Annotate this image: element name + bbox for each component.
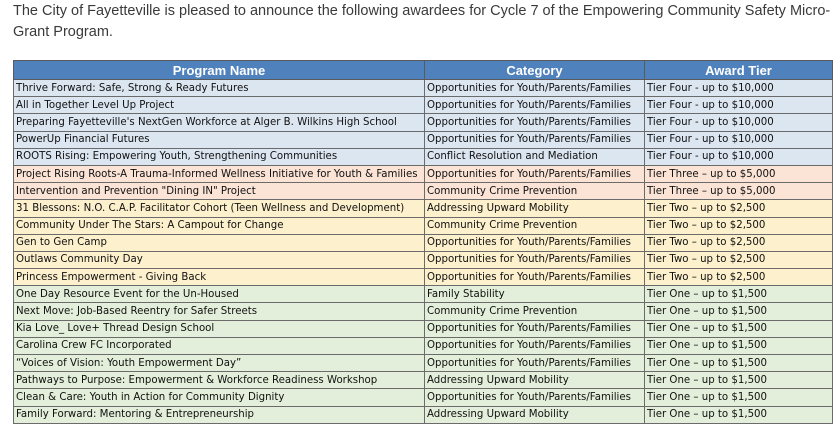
category-cell: Opportunities for Youth/Parents/Families bbox=[425, 269, 645, 286]
category-cell: Opportunities for Youth/Parents/Families bbox=[425, 389, 645, 406]
table-row bbox=[14, 217, 833, 234]
category-cell: Family Stability bbox=[425, 286, 645, 303]
table-row bbox=[14, 80, 833, 97]
table-row bbox=[14, 114, 833, 131]
program-name-cell: Clean & Care: Youth in Action for Community Dignity bbox=[14, 389, 425, 406]
table-row bbox=[14, 200, 833, 217]
category-cell: Opportunities for Youth/Parents/Families bbox=[425, 80, 645, 97]
table-row bbox=[14, 97, 833, 114]
category-cell: Opportunities for Youth/Parents/Families bbox=[425, 97, 645, 114]
category-cell: Opportunities for Youth/Parents/Families bbox=[425, 251, 645, 268]
table-row bbox=[14, 303, 833, 320]
program-name-cell: Thrive Forward: Safe, Strong & Ready Futures bbox=[14, 80, 425, 97]
award-tier-cell: Tier Four - up to $10,000 bbox=[645, 114, 833, 131]
award-tier-cell: Tier One – up to $1,500 bbox=[645, 355, 833, 372]
award-tier-cell: Tier Two – up to $2,500 bbox=[645, 251, 833, 268]
program-name-cell: ROOTS Rising: Empowering Youth, Strengthening Communities bbox=[14, 148, 425, 165]
program-name-cell: Pathways to Purpose: Empowerment & Workforce Readiness Workshop bbox=[14, 372, 425, 389]
award-tier-cell: Tier Four - up to $10,000 bbox=[645, 131, 833, 148]
award-tier-cell: Tier Two – up to $2,500 bbox=[645, 217, 833, 234]
category-cell: Opportunities for Youth/Parents/Families bbox=[425, 355, 645, 372]
category-cell: Addressing Upward Mobility bbox=[425, 406, 645, 423]
program-name-cell: All in Together Level Up Project bbox=[14, 97, 425, 114]
program-name-cell: Project Rising Roots-A Trauma-Informed Wellness Initiative for Youth & Families bbox=[14, 165, 425, 182]
header-award-tier: Award Tier bbox=[645, 61, 833, 80]
table-row bbox=[14, 320, 833, 337]
award-tier-cell: Tier One – up to $1,500 bbox=[645, 320, 833, 337]
award-tier-cell: Tier One – up to $1,500 bbox=[645, 389, 833, 406]
category-cell: Opportunities for Youth/Parents/Families bbox=[425, 320, 645, 337]
category-cell: Opportunities for Youth/Parents/Families bbox=[425, 165, 645, 182]
category-cell: Community Crime Prevention bbox=[425, 217, 645, 234]
award-tier-cell: Tier Two – up to $2,500 bbox=[645, 200, 833, 217]
award-tier-cell: Tier Three – up to $5,000 bbox=[645, 165, 833, 182]
category-cell: Community Crime Prevention bbox=[425, 303, 645, 320]
table-row bbox=[14, 269, 833, 286]
award-tier-cell: Tier One – up to $1,500 bbox=[645, 337, 833, 354]
program-name-cell: Community Under The Stars: A Campout for Change bbox=[14, 217, 425, 234]
program-name-cell: One Day Resource Event for the Un-Housed bbox=[14, 286, 425, 303]
category-cell: Opportunities for Youth/Parents/Families bbox=[425, 131, 645, 148]
program-name-cell: Next Move: Job-Based Reentry for Safer Streets bbox=[14, 303, 425, 320]
award-tier-cell: Tier One – up to $1,500 bbox=[645, 286, 833, 303]
program-name-cell: Gen to Gen Camp bbox=[14, 234, 425, 251]
table-row bbox=[14, 131, 833, 148]
award-tier-cell: Tier One – up to $1,500 bbox=[645, 372, 833, 389]
table-row bbox=[14, 165, 833, 182]
table-row bbox=[14, 286, 833, 303]
award-tier-cell: Tier Three – up to $5,000 bbox=[645, 183, 833, 200]
header-category: Category bbox=[425, 61, 645, 80]
program-name-cell: Family Forward: Mentoring & Entrepreneurship bbox=[14, 406, 425, 423]
award-tier-cell: Tier Four - up to $10,000 bbox=[645, 80, 833, 97]
program-name-cell: Preparing Fayetteville's NextGen Workforce at Alger B. Wilkins High School bbox=[14, 114, 425, 131]
category-cell: Community Crime Prevention bbox=[425, 183, 645, 200]
award-tier-cell: Tier One – up to $1,500 bbox=[645, 303, 833, 320]
table-row bbox=[14, 389, 833, 406]
table-row bbox=[14, 251, 833, 268]
program-name-cell: Outlaws Community Day bbox=[14, 251, 425, 268]
award-tier-cell: Tier One – up to $1,500 bbox=[645, 406, 833, 423]
table-row bbox=[14, 183, 833, 200]
table-row bbox=[14, 372, 833, 389]
award-tier-cell: Tier Four - up to $10,000 bbox=[645, 148, 833, 165]
category-cell: Opportunities for Youth/Parents/Families bbox=[425, 114, 645, 131]
table-body bbox=[14, 80, 833, 424]
intro-text: The City of Fayetteville is pleased to announce the following awardees for Cycle 7 of the Empowering Community Safety Micro-Grant Program. bbox=[13, 3, 831, 40]
award-tier-cell: Tier Four - up to $10,000 bbox=[645, 97, 833, 114]
category-cell: Addressing Upward Mobility bbox=[425, 372, 645, 389]
award-tier-cell: Tier Two – up to $2,500 bbox=[645, 234, 833, 251]
program-name-cell: Kia Love_ Love+ Thread Design School bbox=[14, 320, 425, 337]
table-header-row bbox=[14, 61, 833, 80]
table-row bbox=[14, 406, 833, 423]
program-name-cell: Intervention and Prevention "Dining IN" Project bbox=[14, 183, 425, 200]
table-row bbox=[14, 355, 833, 372]
table-row bbox=[14, 148, 833, 165]
category-cell: Addressing Upward Mobility bbox=[425, 200, 645, 217]
category-cell: Conflict Resolution and Mediation bbox=[425, 148, 645, 165]
program-name-cell: Carolina Crew FC Incorporated bbox=[14, 337, 425, 354]
program-name-cell: PowerUp Financial Futures bbox=[14, 131, 425, 148]
award-tier-cell: Tier Two – up to $2,500 bbox=[645, 269, 833, 286]
category-cell: Opportunities for Youth/Parents/Families bbox=[425, 337, 645, 354]
program-name-cell: “Voices of Vision: Youth Empowerment Day” bbox=[14, 355, 425, 372]
table-row bbox=[14, 337, 833, 354]
program-name-cell: 31 Blessons: N.O. C.A.P. Facilitator Cohort (Teen Wellness and Development) bbox=[14, 200, 425, 217]
program-name-cell: Princess Empowerment - Giving Back bbox=[14, 269, 425, 286]
category-cell: Opportunities for Youth/Parents/Families bbox=[425, 234, 645, 251]
awardees-table bbox=[13, 60, 833, 424]
header-program-name: Program Name bbox=[14, 61, 425, 80]
table-row bbox=[14, 234, 833, 251]
